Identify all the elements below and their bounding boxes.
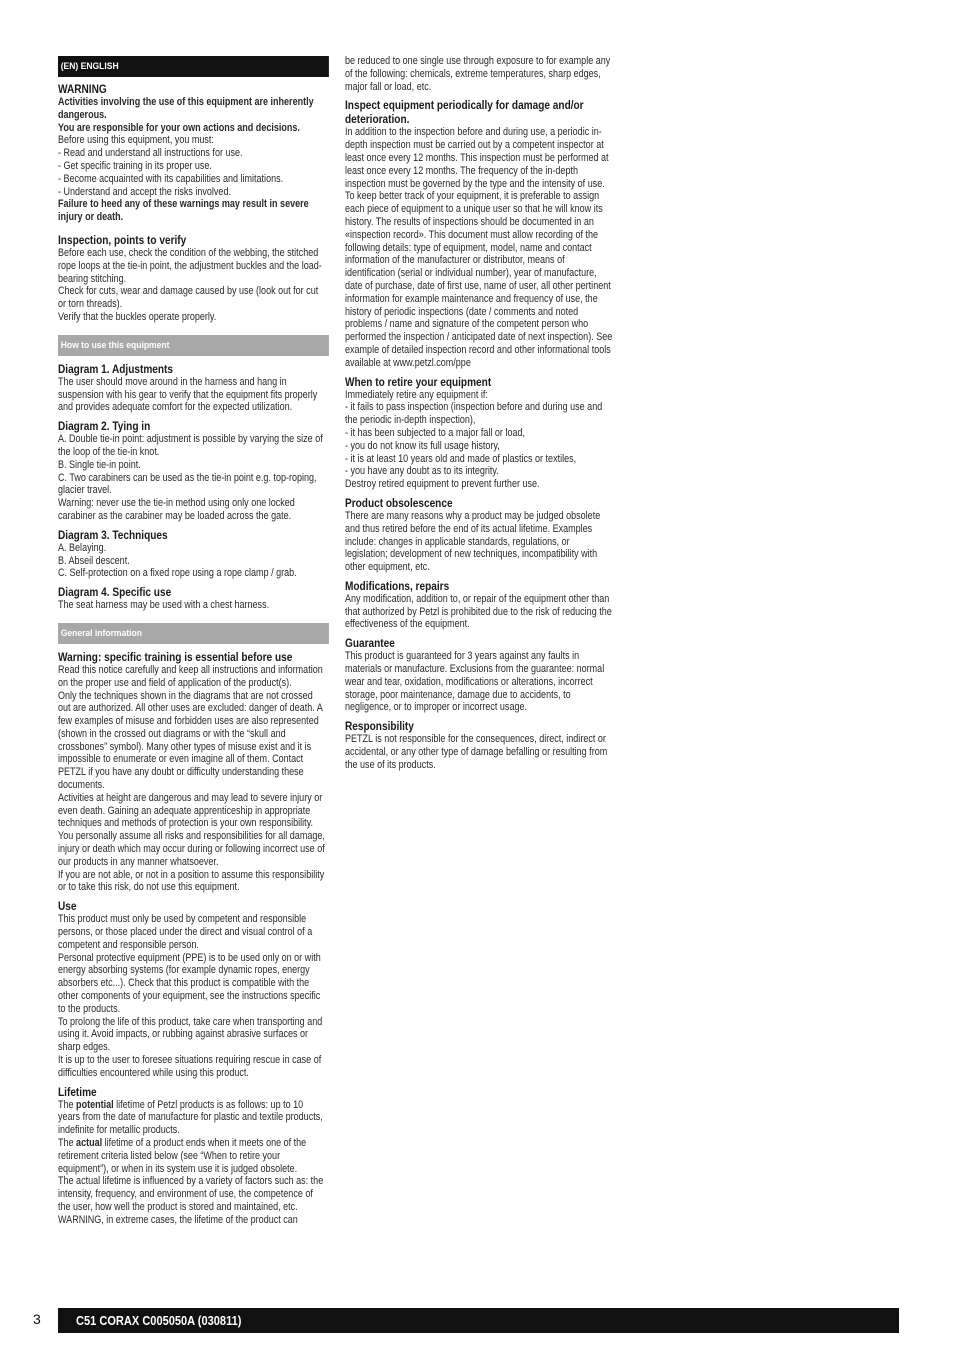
guarantee-body xyxy=(345,650,613,714)
paragraph: This product is guaranteed for 3 years against any faults in materials or manufacture. Exclusions from the guarantee: normal wear and tear, oxidation, modifications or alterations, incorrect storage, poor maintenance, damage due to accidents, to negligence, or to improper or incorrect usage. xyxy=(345,650,605,714)
paragraph: The actual lifetime is influenced by a variety of factors such as: the intensity, frequency, and environment of use, the competence of the user, how well the product is stored and maintained, etc. xyxy=(58,1175,324,1213)
paragraph: You are responsible for your own actions and decisions. xyxy=(58,121,300,134)
paragraph: WARNING, in extreme cases, the lifetime of the product can xyxy=(58,1213,298,1226)
retire-body xyxy=(345,389,613,491)
diagram-1-heading: Diagram 1. Adjustments xyxy=(58,361,174,376)
paragraph: There are many reasons why a product may be judged obsolete and thus retired before the end of its actual lifetime. Examples include: changes in applicable standards, regulations, or legislation; development of new techniques, incompatibility with other equipment, etc. xyxy=(345,509,601,574)
modifications-body xyxy=(345,593,613,631)
paragraph: - Understand and accept the risks involved. xyxy=(58,185,231,198)
paragraph: - it fails to pass inspection (inspection before and during use and the periodic in-depth inspection), xyxy=(345,401,603,427)
right-column xyxy=(345,55,613,772)
paragraph: Before using this equipment, you must: xyxy=(58,134,214,147)
lifetime-body xyxy=(58,1175,326,1226)
paragraph: Immediately retire any equipment if: xyxy=(345,388,488,401)
paragraph: - Become acquainted with its capabilities and limitations. xyxy=(58,172,284,185)
paragraph: - it is at least 10 years old and made of plastics or textiles, xyxy=(345,452,577,465)
general-information-bar: General information xyxy=(58,623,329,644)
lifetime-actual-text: The actual lifetime of a product ends when it meets one of the retirement criteria listed below (see “When to retire your equipment”), or when in its system use it is judged obsolete. xyxy=(58,1137,307,1175)
inspection-body xyxy=(58,247,326,324)
paragraph: Only the techniques shown in the diagrams that are not crossed out are authorized. All other uses are excluded: danger of death. A few examples of misuse and forbidden uses are also represented (shown in the crossed out diagrams or with the “skull and crossbones” symbol). Many other types of misuse exist and it is impossible to enumerate or even imagine all of them. Contact PETZL if you have any doubt or difficulty understanding these documents. xyxy=(58,689,323,792)
left-column xyxy=(58,56,326,1227)
training-heading: Warning: specific training is essential before use xyxy=(58,649,293,664)
guarantee-heading: Guarantee xyxy=(345,636,395,651)
inspect-periodically-heading: Inspect equipment periodically for damage and/or deterioration. xyxy=(345,98,584,127)
paragraph: It is up to the user to foresee situations requiring rescue in case of difficulties encountered while using this product. xyxy=(58,1054,322,1079)
paragraph: A. Double tie-in point: adjustment is possible by varying the size of the loop of the tie-in knot. xyxy=(58,433,323,458)
diagram-4-body xyxy=(58,599,326,612)
paragraph: Destroy retired equipment to prevent further use. xyxy=(345,478,540,491)
paragraph: The user should move around in the harness and hang in suspension with his gear to verify that the equipment fits properly and provides adequate comfort for the expected utilization. xyxy=(58,375,318,414)
diagram-1-body xyxy=(58,376,326,414)
paragraph: - you do not know its full usage history, xyxy=(345,439,500,452)
responsibility-body xyxy=(345,733,613,771)
paragraph: You personally assume all risks and responsibilities for all damage, injury or death which may occur during or following incorrect use of our products in any manner whatsoever. xyxy=(58,830,325,868)
paragraph: This product must only be used by competent and responsible persons, or those placed under the direct and visual control of a competent and responsible person. xyxy=(58,913,313,951)
paragraph: Personal protective equipment (PPE) is to be used only on or with energy absorbing systems (for example dynamic ropes, energy absorbers etc...). Check that this product is compatible with the other components of your equipment, see the instructions specific to the products. xyxy=(58,951,321,1015)
diagram-3-heading: Diagram 3. Techniques xyxy=(58,527,168,542)
paragraph: Verify that the buckles operate properly. xyxy=(58,310,217,323)
paragraph: Activities at height are dangerous and may lead to severe injury or even death. Gaining an adequate apprenticeship in appropriate techniques and methods of protection is your own responsibility. xyxy=(58,791,323,830)
paragraph: - you have any doubt as to its integrity. xyxy=(345,465,499,478)
responsibility-heading: Responsibility xyxy=(345,719,414,734)
retire-heading: When to retire your equipment xyxy=(345,374,492,389)
paragraph: The seat harness may be used with a chest harness. xyxy=(58,599,270,612)
paragraph: B. Abseil descent. xyxy=(58,554,130,567)
document-code: C51 CORAX C005050A (030811) xyxy=(76,1313,242,1328)
warning-body xyxy=(58,96,326,224)
footer-bar xyxy=(58,1308,899,1333)
paragraph: C. Self-protection on a fixed rope using a rope clamp / grab. xyxy=(58,567,297,580)
inspection-heading: Inspection, points to verify xyxy=(58,232,187,247)
paragraph: In addition to the inspection before and during use, a periodic in-depth inspection must be carried out by a competent inspector at least once every 12 months. This inspection must be performed at least once every 12 months. The frequency of the in-depth inspection must be governed by the type and the intensity of use. To keep better track of your equipment, it is preferable to assign each piece of equipment to a unique user so that he will know its history. The results of inspections should be documented in an «inspection record». This document must allow recording of the following details: type of equipment, model, name and contact information of the manufacturer or distributor, means of identification (serial or individual number), year of manufacture, date of purchase, date of first use, name of user, all other pertinent information for example maintenance and frequency of use, the history of periodic inspections (date / comments and noted problems / name and signature of the competent person who performed the inspection / anticipated date of next inspection). See example of detailed inspection record and other informational tools available at www.petzl.com/ppe xyxy=(345,126,613,369)
how-to-use-bar: How to use this equipment xyxy=(58,335,329,356)
paragraph: - Get specific training in its proper use. xyxy=(58,159,212,172)
paragraph: Activities involving the use of this equipment are inherently dangerous. xyxy=(58,96,314,121)
paragraph: Warning: never use the tie-in method using only one locked carabiner as the carabiner may be loaded across the gate. xyxy=(58,497,295,522)
paragraph: A. Belaying. xyxy=(58,541,107,554)
language-bar: (EN) ENGLISH xyxy=(58,56,329,77)
paragraph: be reduced to one single use through exposure to for example any of the following: chemicals, extreme temperatures, sharp edges, major fall or load, etc. xyxy=(345,55,611,93)
diagram-3-body xyxy=(58,542,326,580)
warning-heading: WARNING xyxy=(58,82,107,96)
obsolescence-body xyxy=(345,510,613,574)
diagram-2-heading: Diagram 2. Tying in xyxy=(58,419,151,434)
paragraph: If you are not able, or not in a position to assume this responsibility or to take this risk, do not use this equipment. xyxy=(58,868,325,894)
paragraph: To prolong the life of this product, take care when transporting and using it. Avoid impacts, or rubbing against abrasive surfaces or sharp edges. xyxy=(58,1015,323,1054)
paragraph: - Read and understand all instructions for use. xyxy=(58,147,243,160)
training-body xyxy=(58,664,326,894)
modifications-heading: Modifications, repairs xyxy=(345,578,450,593)
paragraph: PETZL is not responsible for the consequences, direct, indirect or accidental, or any other type of damage befalling or resulting from the use of its products. xyxy=(345,733,608,771)
paragraph: C. Two carabiners can be used as the tie-in point e.g. top-roping, glacier travel. xyxy=(58,471,317,497)
obsolescence-heading: Product obsolescence xyxy=(345,495,453,510)
paragraph: Before each use, check the condition of the webbing, the stitched rope loops at the tie-in point, the adjustment buckles and the load-bearing stitching. xyxy=(58,246,322,285)
use-body xyxy=(58,913,326,1079)
paragraph: Failure to heed any of these warnings may result in severe injury or death. xyxy=(58,198,309,224)
paragraph: B. Single tie-in point. xyxy=(58,458,141,471)
paragraph: Read this notice carefully and keep all instructions and information on the proper use and field of application of the product(s). xyxy=(58,663,323,689)
page-number: 3 xyxy=(33,1311,41,1327)
diagram-4-heading: Diagram 4. Specific use xyxy=(58,585,172,600)
paragraph: Check for cuts, wear and damage caused by use (look out for cut or torn threads). xyxy=(58,285,319,311)
lifetime-heading: Lifetime xyxy=(58,1084,97,1099)
paragraph: Any modification, addition to, or repair of the equipment other than that authorized by Petzl is prohibited due to the risk of reducing the effectiveness of the equipment. xyxy=(345,592,612,631)
diagram-2-body xyxy=(58,433,326,523)
lifetime-potential-text: The potential lifetime of Petzl products is as follows: up to 10 years from the date of manufacture for plastic and textile products, indefinite for metallic products. xyxy=(58,1098,323,1137)
use-heading: Use xyxy=(58,899,77,914)
paragraph: - it has been subjected to a major fall or load, xyxy=(345,426,526,439)
continued-body xyxy=(345,55,613,93)
inspect-periodically-body xyxy=(345,126,613,369)
